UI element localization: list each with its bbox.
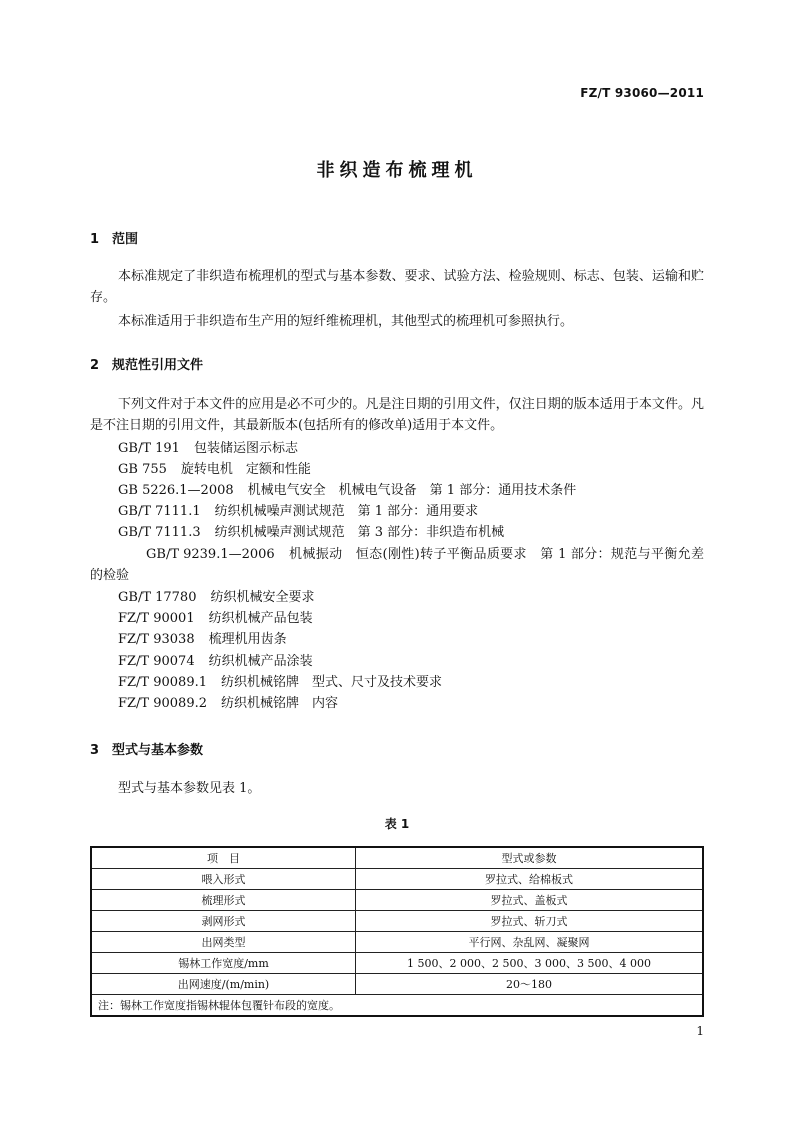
reference-title: 机械振动 恒态(刚性)转子平衡品质要求 第 1 部分：规范与平衡允差的检验 xyxy=(90,547,704,583)
table-cell: 20～180 xyxy=(356,974,704,995)
reference-code: FZ/T 90001 xyxy=(118,611,195,626)
reference-code: GB 755 xyxy=(118,462,167,477)
section-1-paragraph-2: 本标准适用于非织造布生产用的短纤维梳理机，其他型式的梳理机可参照执行。 xyxy=(118,314,574,329)
table-row xyxy=(91,974,703,995)
table-caption: 表 1 xyxy=(384,817,410,831)
reference-code: FZ/T 90089.2 xyxy=(118,696,207,711)
document-title: 非织造布梳理机 xyxy=(316,160,478,181)
reference-code: GB/T 7111.3 xyxy=(118,525,201,540)
table-cell: 喂入形式 xyxy=(91,869,356,890)
section-title: 规范性引用文件 xyxy=(112,358,204,373)
table-row xyxy=(91,911,703,932)
table-row xyxy=(91,890,703,911)
table-row xyxy=(91,932,703,953)
reference-title: 纺织机械铭牌 内容 xyxy=(221,696,339,711)
section-2-intro: 下列文件对于本文件的应用是必不可少的。凡是注日期的引用文件，仅注日期的版本适用于本文件。凡是不注日期的引用文件，其最新版本(包括所有的修改单)适用于本文件。 xyxy=(90,397,704,433)
reference-item xyxy=(118,460,311,480)
reference-title: 旋转电机 定额和性能 xyxy=(180,462,311,477)
reference-title: 纺织机械噪声测试规范 第 1 部分：通用要求 xyxy=(214,504,479,519)
reference-code: GB/T 191 xyxy=(118,441,180,456)
reference-title: 纺织机械安全要求 xyxy=(210,590,315,605)
reference-item xyxy=(118,609,313,629)
reference-item xyxy=(118,694,338,714)
table-cell: 梳理形式 xyxy=(91,890,356,911)
reference-title: 纺织机械铭牌 型式、尺寸及技术要求 xyxy=(221,675,443,690)
parameters-table xyxy=(90,846,704,1017)
reference-item xyxy=(118,630,287,650)
reference-title: 纺织机械产品涂装 xyxy=(208,654,313,669)
reference-title: 纺织机械产品包装 xyxy=(208,611,313,626)
table-cell: 出网速度/(m/min) xyxy=(91,974,356,995)
table-note-row xyxy=(91,995,703,1017)
section-number: 2 xyxy=(90,358,100,373)
reference-title: 纺织机械噪声测试规范 第 3 部分：非织造布机械 xyxy=(214,525,505,540)
section-3-heading xyxy=(90,739,203,758)
reference-code: GB/T 7111.1 xyxy=(118,504,201,519)
reference-item xyxy=(118,673,442,693)
section-3-paragraph-1: 型式与基本参数见表 1。 xyxy=(118,781,261,796)
reference-code: GB/T 17780 xyxy=(118,590,197,605)
table-note: 注：锡林工作宽度指锡林辊体包覆针布段的宽度。 xyxy=(91,995,703,1017)
table-cell: 1 500、2 000、2 500、3 000、3 500、4 000 xyxy=(356,953,704,974)
table-cell: 平行网、杂乱网、凝聚网 xyxy=(356,932,704,953)
reference-item xyxy=(118,588,315,608)
table-cell: 锡林工作宽度/mm xyxy=(91,953,356,974)
reference-code: GB 5226.1—2008 xyxy=(118,483,234,498)
reference-item xyxy=(118,652,313,672)
reference-code: GB/T 9239.1—2006 xyxy=(146,547,275,562)
section-2-heading xyxy=(90,354,203,373)
table-cell: 罗拉式、给棉板式 xyxy=(356,869,704,890)
reference-item xyxy=(118,439,298,459)
table-cell: 出网类型 xyxy=(91,932,356,953)
section-title: 型式与基本参数 xyxy=(112,743,204,758)
standard-code: FZ/T 93060—2011 xyxy=(580,86,704,100)
table-row xyxy=(91,953,703,974)
reference-code: FZ/T 93038 xyxy=(118,632,195,647)
reference-item xyxy=(118,523,504,543)
section-number: 1 xyxy=(90,232,100,247)
table-row xyxy=(91,869,703,890)
reference-title: 梳理机用齿条 xyxy=(208,632,287,647)
reference-code: FZ/T 90074 xyxy=(118,654,195,669)
section-1-paragraph-1: 本标准规定了非织造布梳理机的型式与基本参数、要求、试验方法、检验规则、标志、包装、运输和贮存。 xyxy=(90,269,704,305)
page-number: 1 xyxy=(696,1024,704,1038)
table-cell: 罗拉式、盖板式 xyxy=(356,890,704,911)
reference-item xyxy=(118,502,478,522)
section-1-heading xyxy=(90,228,138,247)
table-header-cell: 项 目 xyxy=(91,847,356,869)
table-header-row xyxy=(91,847,703,869)
reference-title: 机械电气安全 机械电气设备 第 1 部分：通用技术条件 xyxy=(247,483,577,498)
reference-item xyxy=(90,544,704,586)
reference-title: 包装储运图示标志 xyxy=(193,441,298,456)
reference-item xyxy=(118,481,576,501)
table-cell: 剥网形式 xyxy=(91,911,356,932)
table-cell: 罗拉式、斩刀式 xyxy=(356,911,704,932)
table-header-cell: 型式或参数 xyxy=(356,847,704,869)
section-number: 3 xyxy=(90,743,100,758)
reference-code: FZ/T 90089.1 xyxy=(118,675,207,690)
section-title: 范围 xyxy=(112,232,139,247)
